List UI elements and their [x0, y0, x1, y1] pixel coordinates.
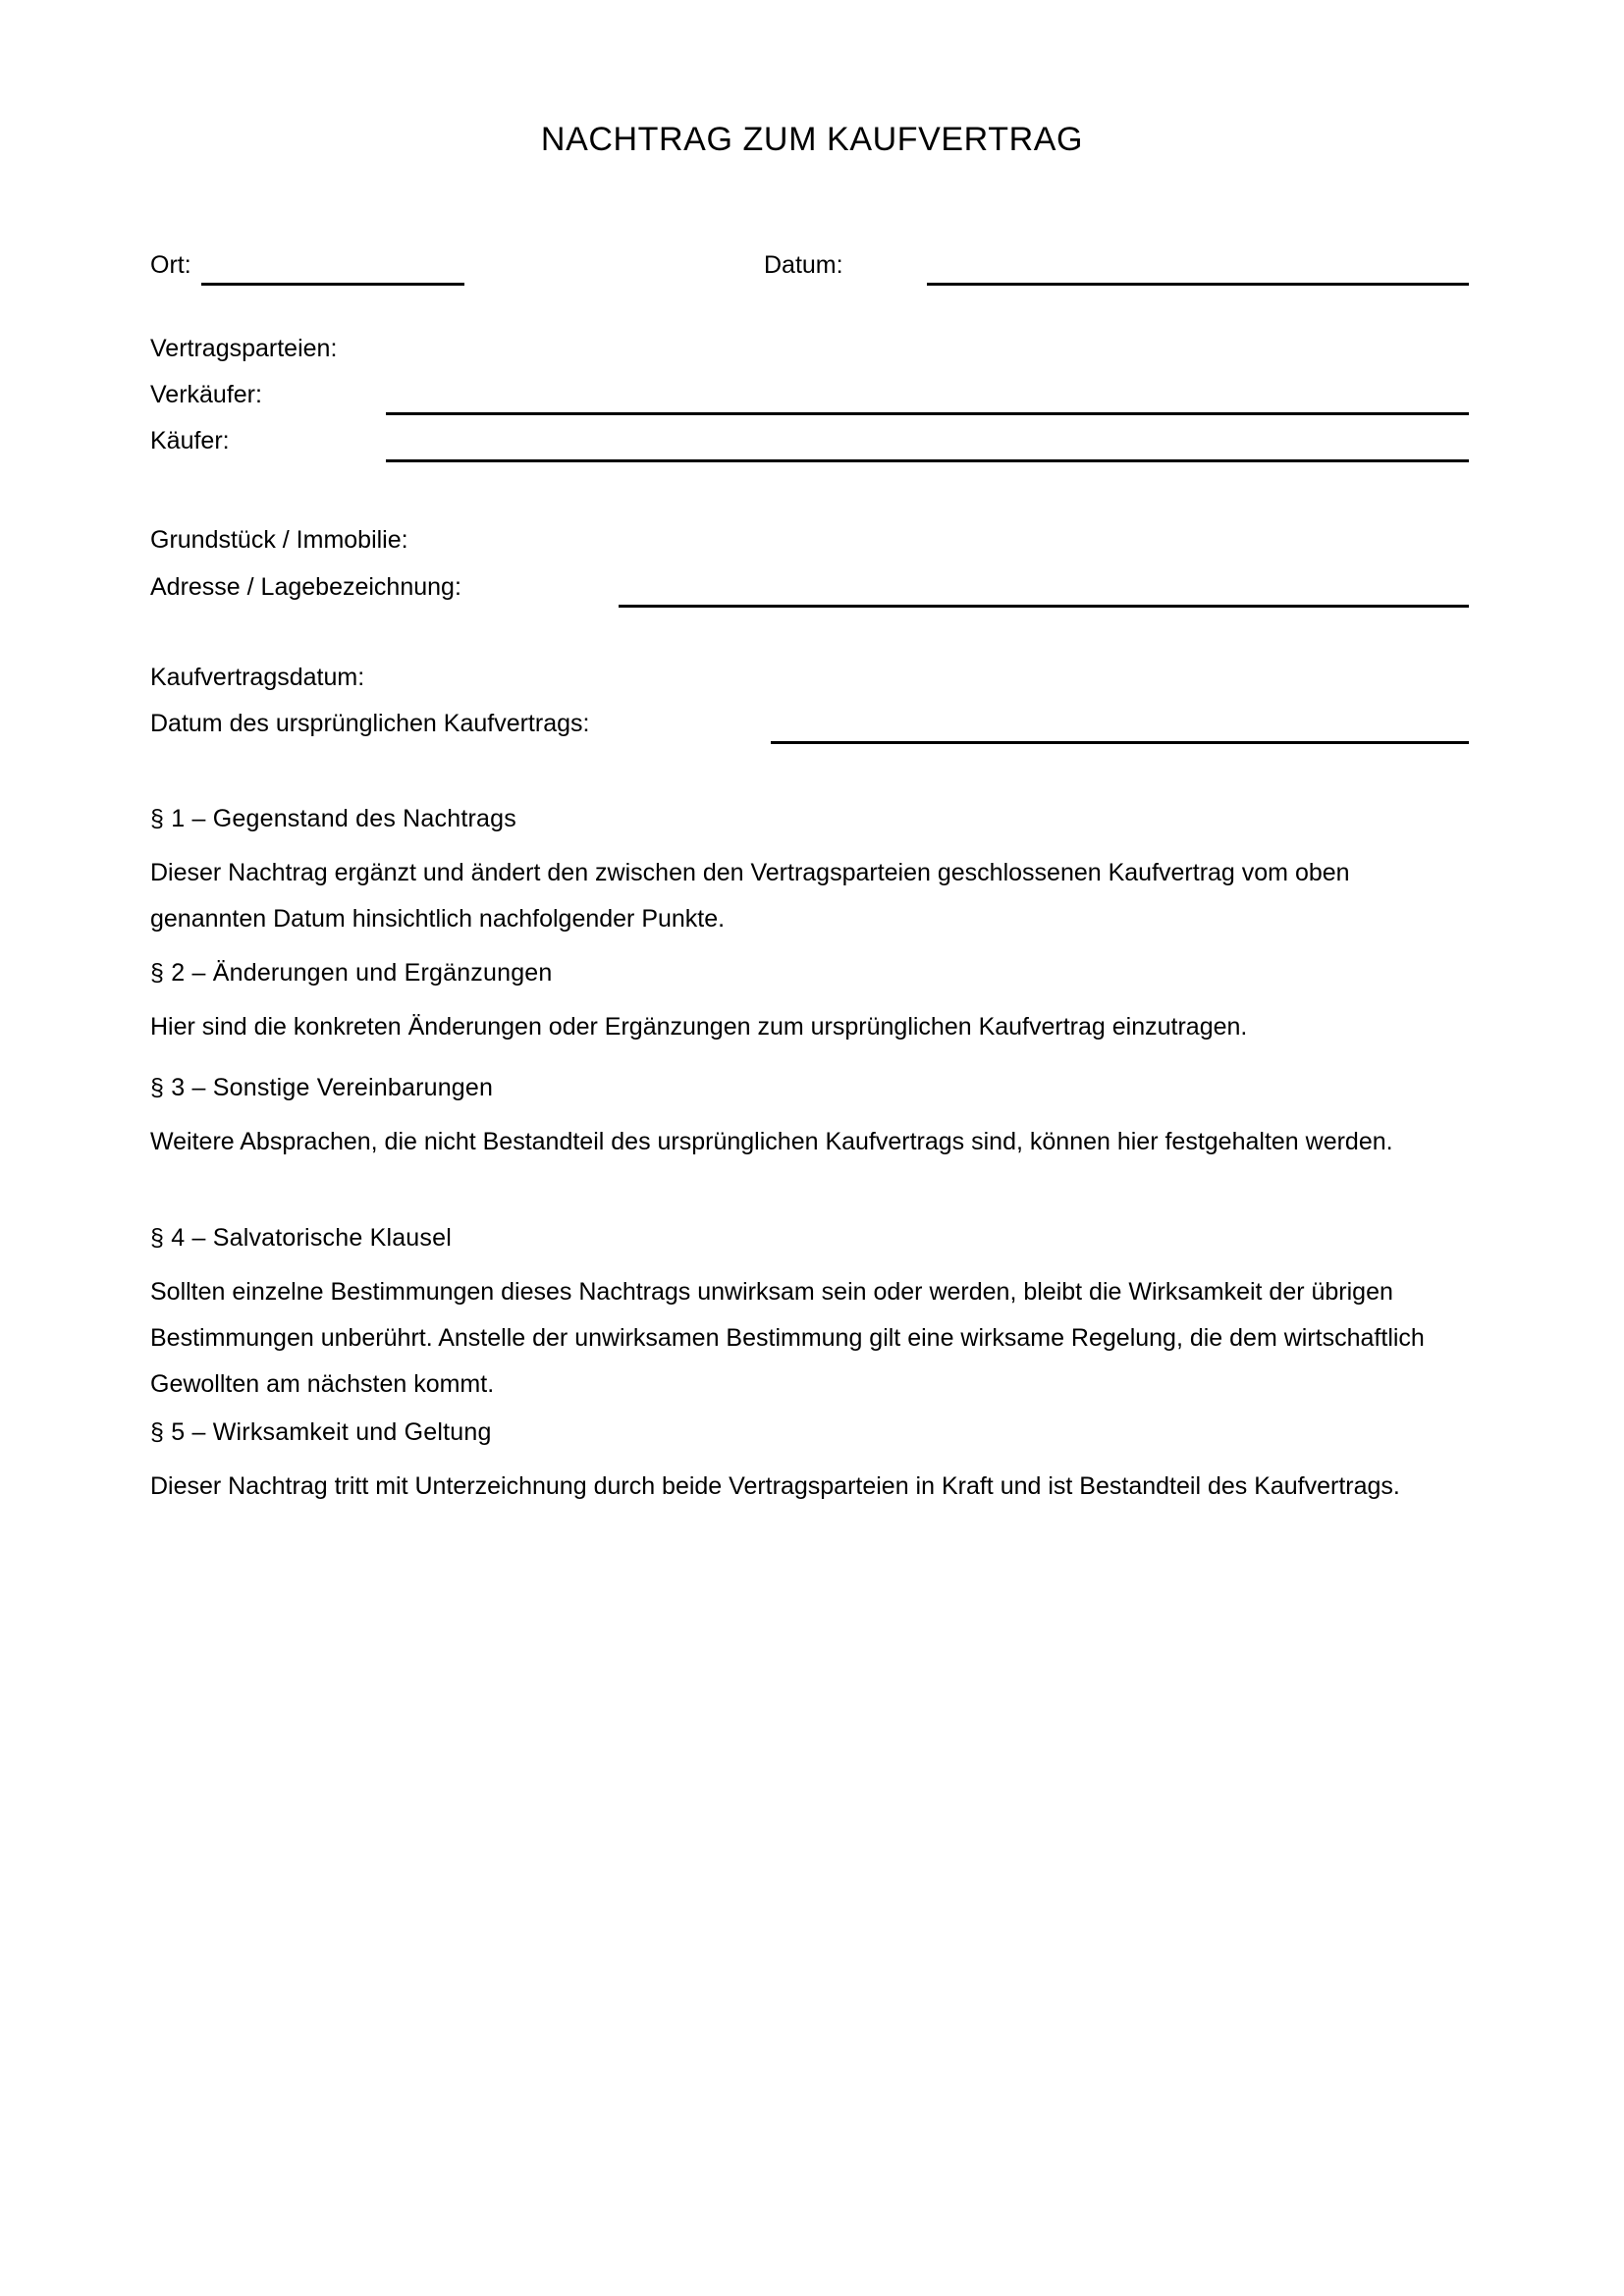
property-address-input-rule[interactable]	[619, 605, 1469, 608]
seller-label: Verkäufer:	[150, 381, 262, 408]
section-1-body: Dieser Nachtrag ergänzt und ändert den zwischen den Vertragsparteien geschlossenen Kaufvertrag vom oben genannten Datum hinsichtlich nachfolgender Punkte.	[150, 859, 1350, 933]
original-contract-date-label: Datum des ursprünglichen Kaufvertrags:	[150, 710, 590, 737]
section-1-heading: § 1 – Gegenstand des Nachtrags	[150, 805, 516, 832]
section-2-body: Hier sind die konkreten Änderungen oder Ergänzungen zum ursprünglichen Kaufvertrag einzutragen.	[150, 1013, 1248, 1041]
buyer-input-rule[interactable]	[386, 459, 1469, 462]
property-address-label: Adresse / Lagebezeichnung:	[150, 573, 461, 601]
section-4	[150, 1222, 1471, 1408]
section-3-heading: § 3 – Sonstige Vereinbarungen	[150, 1074, 494, 1101]
ort-label: Ort:	[150, 251, 191, 279]
section-2	[150, 957, 1471, 1050]
section-4-heading: § 4 – Salvatorische Klausel	[150, 1224, 452, 1252]
parties-heading: Vertragsparteien:	[150, 335, 338, 362]
section-5	[150, 1416, 1471, 1510]
section-5-heading: § 5 – Wirksamkeit und Geltung	[150, 1418, 492, 1446]
contract-date-heading: Kaufvertragsdatum:	[150, 664, 365, 691]
section-3-body: Weitere Absprachen, die nicht Bestandteil des ursprünglichen Kaufvertrags sind, können hier festgehalten werden.	[150, 1128, 1393, 1155]
ort-input-rule[interactable]	[201, 283, 464, 286]
section-1	[150, 803, 1471, 942]
section-2-heading: § 2 – Änderungen und Ergänzungen	[150, 959, 553, 987]
datum-input-rule[interactable]	[927, 283, 1469, 286]
section-4-body: Sollten einzelne Bestimmungen dieses Nachtrags unwirksam sein oder werden, bleibt die Wirksamkeit der übrigen Bestimmungen unberührt. Anstelle der unwirksamen Bestimmung gilt eine wirksame Regelung, die dem wirtschaftlich Gewollten am nächsten kommt.	[150, 1278, 1425, 1398]
section-5-body: Dieser Nachtrag tritt mit Unterzeichnung durch beide Vertragsparteien in Kraft und ist Bestandteil des Kaufvertrags.	[150, 1472, 1400, 1500]
section-3	[150, 1072, 1471, 1165]
property-heading: Grundstück / Immobilie:	[150, 526, 408, 554]
seller-input-rule[interactable]	[386, 412, 1469, 415]
buyer-label: Käufer:	[150, 427, 230, 454]
page-title: NACHTRAG ZUM KAUFVERTRAG	[540, 121, 1084, 158]
original-contract-date-input-rule[interactable]	[771, 741, 1469, 744]
datum-label: Datum:	[764, 251, 843, 279]
